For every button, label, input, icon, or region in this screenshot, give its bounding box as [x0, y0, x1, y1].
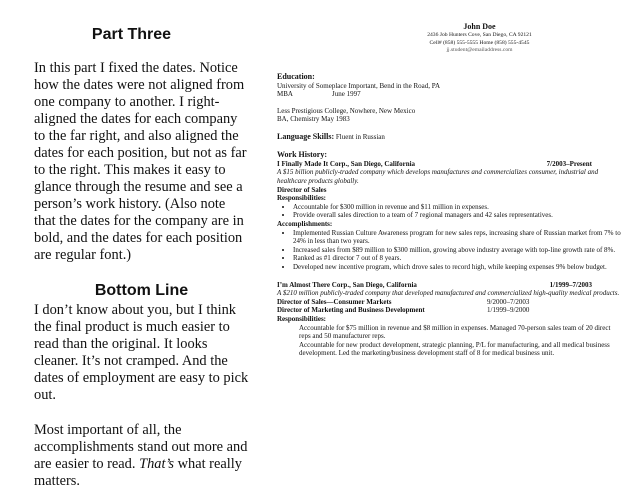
job1-acc-list: [277, 229, 622, 272]
education-heading: Education:: [277, 71, 315, 81]
list-item: • Ranked as #1 director 7 out of 8 years.: [293, 254, 622, 263]
job2-title2-dates: 1/1999–9/2000: [487, 306, 530, 315]
job2-company-row: [277, 281, 622, 290]
resume-name: John Doe: [463, 22, 496, 31]
list-item: • Accountable for $300 million in revenue and $11 million in expenses.: [293, 203, 622, 212]
para3-start: Most important of all, the accomplishments stand out more and are easier to read.: [34, 422, 248, 472]
resume-document: [277, 22, 622, 358]
job2-resp-list: [277, 324, 622, 358]
job1-company-row: [277, 160, 622, 169]
job2-company: I’m Almost There Corp., San Diego, California: [277, 280, 417, 289]
language-heading: Language Skills:: [277, 131, 335, 141]
resume-email: jj.student@emailaddress.com: [446, 47, 513, 53]
resume-header: [277, 22, 622, 55]
resume-address: 2436 Job Hunters Cove, San Diego, CA 92121: [427, 32, 532, 38]
para3-emphasis: That’s: [139, 456, 175, 472]
list-item: • Implemented Russian Culture Awareness program for new sales reps, increasing share of Russian market from 7% to 24% in less than two years.: [293, 229, 622, 246]
job2-resp-heading: Responsibilities:: [277, 314, 327, 323]
job1-company: I Finally Made It Corp., San Diego, California: [277, 159, 416, 168]
para3-end: what really matters.: [34, 456, 242, 489]
resume-phones: Cell# (858) 555-5555 Home (858) 555-4545: [429, 39, 530, 46]
job2-title1-row: [277, 298, 622, 307]
job2-title1-dates: 9/2000–7/2003: [487, 297, 530, 306]
job2-dates: 1/1999–7/2003: [549, 280, 592, 289]
job1-resp-list: [277, 203, 622, 220]
job1-description: A $15 billion publicly-traded company which develops manufactures and commercializes consumer, industrial and healthcare products globally.: [277, 168, 599, 186]
paragraph-most-important: [34, 422, 249, 490]
education-school-2: Less Prestigious College, Nowhere, New Mexico: [277, 106, 416, 115]
degree-mba-date: June 1997: [332, 90, 361, 99]
job1-resp-heading: Responsibilities:: [277, 194, 327, 203]
list-item: • Developed new incentive program, which drove sales to record high, while keeping expenses 9% below budget.: [293, 263, 622, 272]
job2-title2-row: [277, 306, 622, 315]
language-value: Fluent in Russian: [334, 132, 385, 141]
list-item: Accountable for new product development, strategic planning, P/L for manufacturing, and all medical business development. Led the marketing/business development staff of 8 for medical business unit.: [299, 340, 610, 358]
paragraph-bottom-line: I don’t know about you, but I think the final product is much easier to read than the original. It looks cleaner. It’s not cramped. And the dates of employment are easy to pick out.: [34, 302, 249, 403]
degree-mba: MBA: [277, 90, 293, 99]
job2-description: A $210 million publicly-traded company that developed manufactured and commercialized high-quality medical products.: [277, 289, 620, 298]
list-item: • Provide overall sales direction to a team of 7 regional managers and 42 sales representatives.: [293, 211, 622, 220]
language-skills: [277, 132, 622, 142]
job2-title2: Director of Marketing and Business Development: [277, 306, 425, 315]
heading-part-three: Part Three: [91, 26, 172, 43]
list-item: Accountable for $75 million in revenue and $8 million in expenses. Managed 70-person sales team of 20 direct reps and 50 manufacturer reps.: [299, 323, 611, 341]
education-degree-1: [277, 90, 622, 99]
job1-acc-heading: Accomplishments:: [277, 220, 333, 229]
list-item: • Increased sales from $89 million to $300 million, growing above industry average with top-line growth rate of 8%.: [293, 246, 622, 255]
paragraph-dates-explanation: In this part I fixed the dates. Notice how the dates were not aligned from one company to another. I right-aligned the dates for each company to the far right, and also aligned the dates for each position, but not as far to the right. This makes it easy to glance through the resume and see a person’s work history. (Also note that the dates for the company are in bold, and the dates for each position are regular font.): [34, 60, 247, 263]
job1-title: Director of Sales: [277, 185, 327, 194]
job2-title1: Director of Sales—Consumer Markets: [277, 297, 392, 306]
education-degree-2: BA, Chemistry May 1983: [277, 115, 350, 124]
job1-dates: 7/2003–Present: [546, 159, 592, 168]
work-history-heading: Work History:: [277, 149, 327, 159]
heading-bottom-line: Bottom Line: [94, 282, 189, 299]
education-school-1: University of Someplace Important, Bend in the Road, PA: [277, 81, 441, 90]
commentary-column: [34, 26, 249, 490]
